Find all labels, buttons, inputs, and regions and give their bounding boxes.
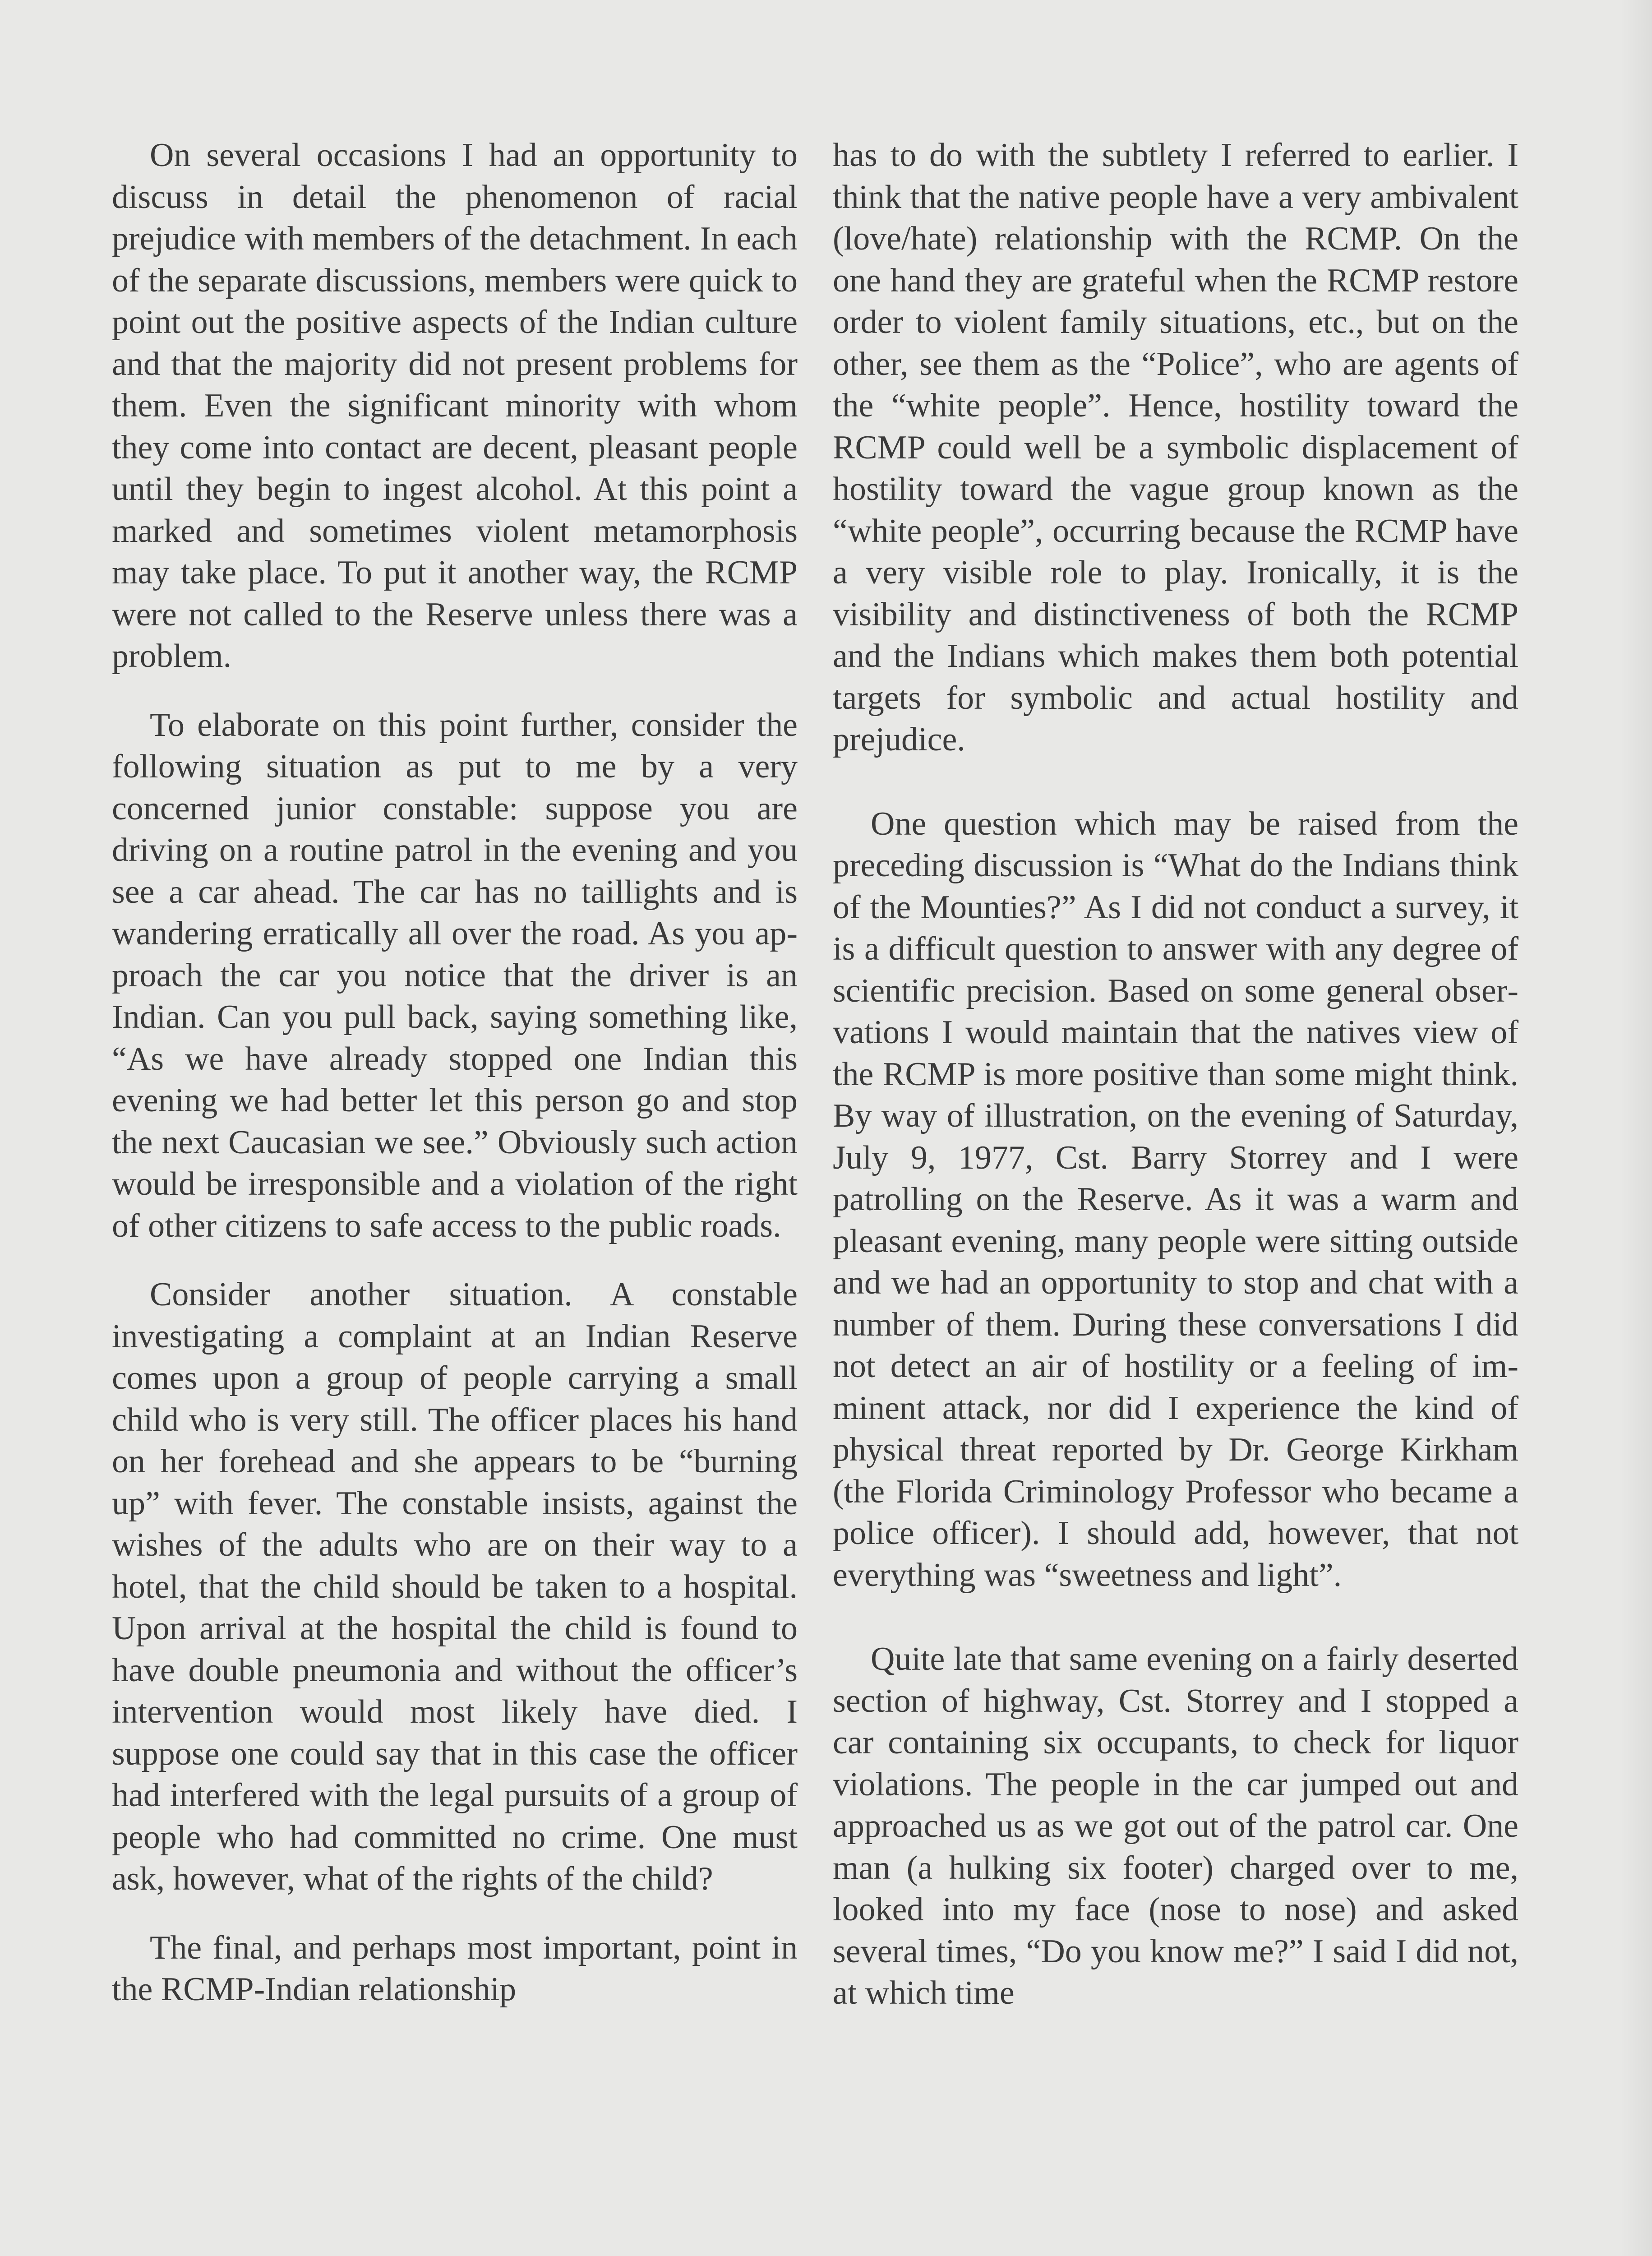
paragraph: One question which may be raised from the preceding discussion is “What do the Indians think of the Mounties?” As I did not conduct a survey, it is a difficult question to answer with any degree of scientific precision. Based on some general observations I would maintain that the natives view of the RCMP is more positive than some might think. By way of illustration, on the evening of Saturday, July 9, 1977, Cst. Barry Storrey and I were patrolling on the Reserve. As it was a warm and pleasant evening, many people were sitting outside and we had an opportunity to stop and chat with a number of them. During these conversations I did not detect an air of hostility or a feeling of imminent attack, nor did I experience the kind of physical threat reported by Dr. George Kirkham (the Florida Criminology Professor who became a police officer). I should add, however, that not everything was “sweetness and light”. (833, 805, 1518, 1594)
left-column (112, 134, 798, 2011)
paragraph: To elaborate on this point further, consider the following situation as put to me by a very concerned junior constable: suppose you are driving on a routine patrol in the evening and you see a car ahead. The car has no taillights and is wandering erratically all over the road. As you approach the car you notice that the driver is an Indian. Can you pull back, saying something like, “As we have already stopped one Indian this evening we had better let this person go and stop the next Caucasian we see.” Obviously such action would be irresponsible and a violation of the right of other citizens to safe access to the public roads. (112, 706, 798, 1244)
right-column (833, 134, 1518, 2014)
paragraph: On several occasions I had an opportunity to discuss in detail the phenomenon of racial prejudice with members of the detachment. In each of the separate discussions, members were quick to point out the positive aspects of the Indian culture and that the majority did not present problems for them. Even the significant minority with whom they come into contact are decent, pleasant people until they begin to ingest alcohol. At this point a marked and sometimes violent metamorphosis may take place. To put it another way, the RCMP were not called to the Reserve unless there was a problem. (112, 137, 798, 675)
paragraph: Quite late that same evening on a fairly deserted section of highway, Cst. Storrey and I stopped a car containing six occupants, to check for liquor violations. The people in the car jumped out and approached us as we got out of the patrol car. One man (a hulking six footer) charged over to me, looked into my face (nose to nose) and asked several times, “Do you know me?” I said I did not, at which time (833, 1641, 1518, 2011)
paragraph: Consider another situation. A constable investigating a complaint at an Indian Reserve comes upon a group of people carrying a small child who is very still. The officer places his hand on her forehead and she appears to be “burning up” with fever. The constable insists, against the wishes of the adults who are on their way to a hotel, that the child should be taken to a hospital. Upon arrival at the hospital the child is found to have double pneumonia and without the officer’s intervention would most likely have died. I suppose one could say that in this case the officer had interfered with the legal pursuits of a group of people who had committed no crime. One must ask, however, what of the rights of the child? (112, 1276, 798, 1897)
paragraph: The final, and perhaps most important, point in the RCMP-Indian relationship (112, 1929, 798, 2008)
paragraph-continued: has to do with the subtlety I referred to earlier. I think that the native people have a very ambivalent (love/hate) relationship with the RCMP. On the one hand they are grateful when the RCMP restore order to violent family situations, etc., but on the other, see them as the “Police”, who are agents of the “white people”. Hence, hostility toward the RCMP could well be a symbolic displacement of hostility toward the vague group known as the “white people”, occurring because the RCMP have a very visible role to play. Ironically, it is the visibility and distinctiveness of both the RCMP and the Indians which makes them both potential targets for symbolic and actual hostility and prejudice. (833, 137, 1518, 758)
page-edge-shadow (1620, 0, 1652, 2256)
